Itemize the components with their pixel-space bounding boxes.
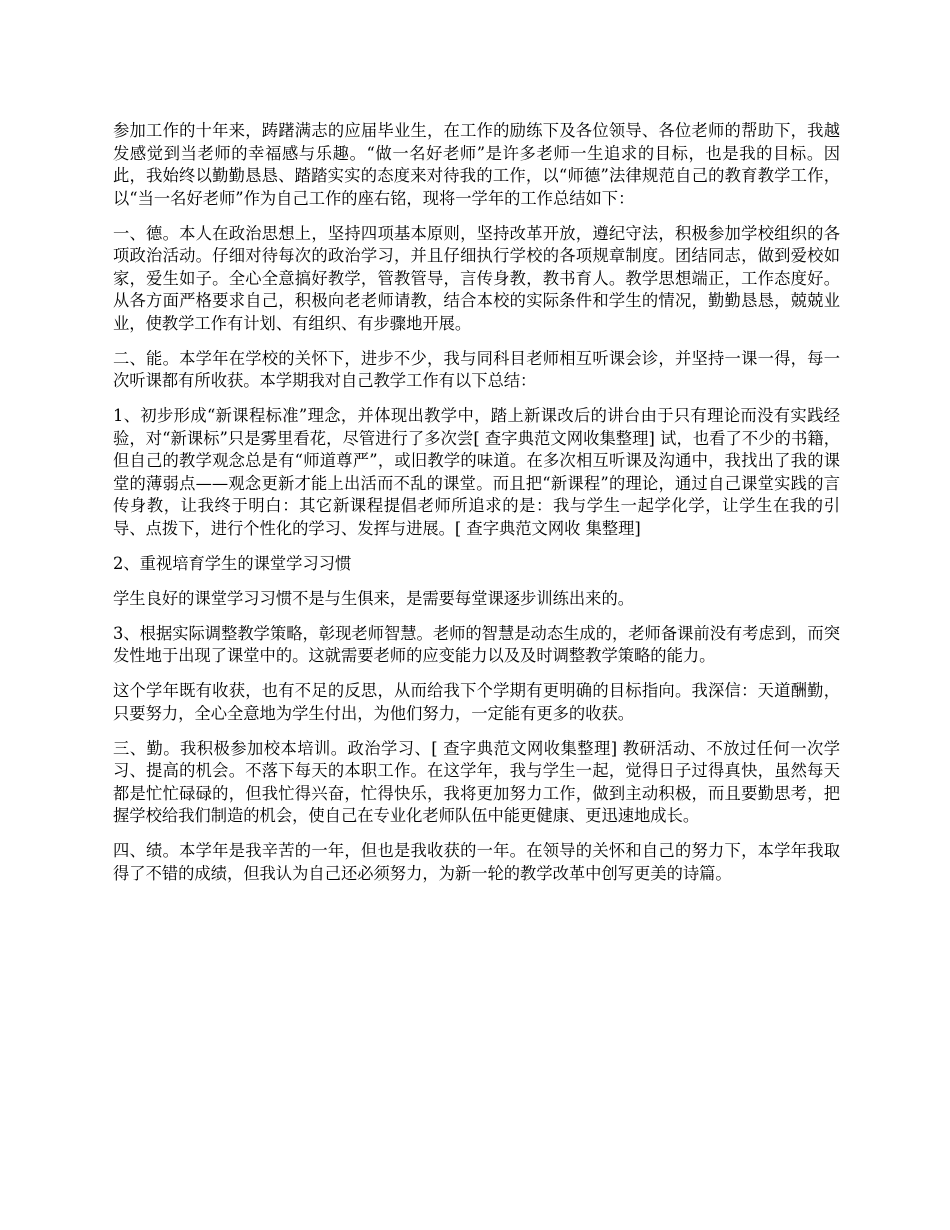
- ability-point-1-paragraph: 1、初步形成“新课程标准”理念，并体现出教学中，踏上新课改后的讲台由于只有理论而没有实践经验，对“新课标”只是雾里看花，尽管进行了多次尝[ 查字典范文网收集整理] 试，也看了不少的书籍，但自己的教学观念总是有“师道尊严”，或旧教学的味道。在多次相互听课及沟通中，我找出了我的课堂的薄弱点——观念更新才能上出活而不乱的课堂。而且把“新课程”的理论，通过自己课堂实践的言传身教，让我终于明白：其它新课程提倡老师所追求的是：我与学生一起学化学，让学生在我的引导、点拨下，进行个性化的学习、发挥与进展。[ 查字典范文网收 集整理]: [113, 406, 840, 538]
- ability-point-2-heading: 2、重视培育学生的课堂学习习惯: [113, 553, 352, 573]
- intro-paragraph: 参加工作的十年来，踌躇满志的应届毕业生，在工作的励练下及各位领导、各位老师的帮助下，我越发感觉到当老师的幸福感与乐趣。“做一名好老师”是许多老师一生追求的目标，也是我的目标。因此，我始终以勤勤恳恳、踏踏实实的态度来对待我的工作，以“师德”法律规范自己的教育教学工作，以“当一名好老师”作为自己工作的座右铭，现将一学年的工作总结如下：: [113, 121, 840, 208]
- section-achievement-paragraph: 四、绩。本学年是我辛苦的一年，但也是我收获的一年。在领导的关怀和自己的努力下，本学年我取得了不错的成绩，但我认为自己还必须努力，为新一轮的教学改革中创写更美的诗篇。: [113, 841, 840, 883]
- ability-point-2-paragraph: 学生良好的课堂学习习惯不是与生俱来，是需要每堂课逐步训练出来的。: [113, 588, 635, 608]
- ability-point-3-paragraph: 3、根据实际调整教学策略，彰现老师智慧。老师的智慧是动态生成的，老师备课前没有考虑到，而突发性地于出现了课堂中的。这就需要老师的应变能力以及及时调整教学策略的能力。: [113, 623, 840, 665]
- document-body: [113, 120, 840, 898]
- section-ability-paragraph: 二、能。本学年在学校的关怀下，进步不少，我与同科目老师相互听课会诊，并坚持一课一得，每一次听课都有所收获。本学期我对自己教学工作有以下总结：: [113, 348, 840, 390]
- reflection-paragraph: 这个学年既有收获，也有不足的反思，从而给我下个学期有更明确的目标指向。我深信：天道酬勤，只要努力，全心全意地为学生付出，为他们努力，一定能有更多的收获。: [113, 681, 840, 723]
- section-diligence-paragraph: 三、勤。我积极参加校本培训。政治学习、[ 查字典范文网收集整理] 教研活动、不放过任何一次学习、提高的机会。不落下每天的本职工作。在这学年，我与学生一起，觉得日子过得真快，虽然每天都是忙忙碌碌的，但我忙得兴奋，忙得快乐，我将更加努力工作，做到主动积极，而且要勤思考，把握学校给我们制造的机会，使自己在专业化老师队伍中能更健康、更迅速地成长。: [113, 738, 840, 825]
- section-virtue-paragraph: 一、德。本人在政治思想上，坚持四项基本原则，坚持改革开放，遵纪守法，积极参加学校组织的各项政治活动。仔细对待每次的政治学习，并且仔细执行学校的各项规章制度。团结同志，做到爱校如家，爱生如子。全心全意搞好教学，管教管导，言传身教，教书育人。教学思想端正，工作态度好。从各方面严格要求自己，积极向老老师请教，结合本校的实际条件和学生的情况，勤勤恳恳，兢兢业业，使教学工作有计划、有组织、有步骤地开展。: [113, 223, 840, 333]
